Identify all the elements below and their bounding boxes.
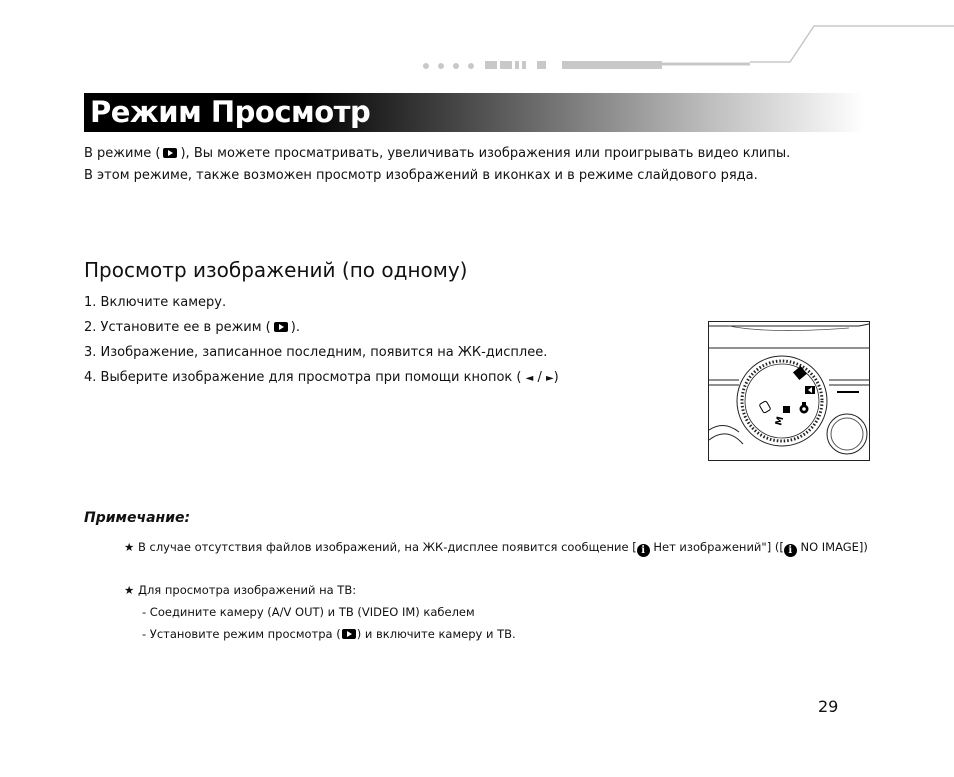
step-2 <box>84 320 300 336</box>
step-text: 4. Выберите изображение для просмотра при помощи кнопок ( <box>84 370 522 385</box>
intro-text: В режиме ( <box>84 146 161 161</box>
note-text: В случае отсутствия файлов изображений, на ЖК-дисплее появится сообщение [ <box>137 540 637 554</box>
intro-line-1 <box>84 146 790 162</box>
deco-block <box>515 61 519 69</box>
note-sub-2 <box>142 627 516 642</box>
left-arrow-icon: ◄ <box>525 373 534 384</box>
deco-dot <box>423 63 429 69</box>
camera-dial-drawing <box>709 322 869 460</box>
step-1: 1. Включите камеру. <box>84 295 227 310</box>
deco-dot <box>453 63 459 69</box>
info-icon: i <box>784 544 797 557</box>
info-icon: i <box>637 544 650 557</box>
dial-mode-label: M <box>774 415 787 427</box>
section-heading: Просмотр изображений (по одному) <box>84 258 468 282</box>
note-heading: Примечание: <box>84 510 191 526</box>
deco-block <box>485 61 497 69</box>
note-item-1 <box>124 540 868 557</box>
step-text: ) <box>553 370 559 385</box>
note-text: Нет изображений"] ([ <box>653 540 784 554</box>
deco-dot <box>438 63 444 69</box>
separator: / <box>537 370 542 385</box>
intro-text: ), Вы можете просматривать, увеличивать изображения или проигрывать видео клипы. <box>180 146 791 161</box>
note-item-2 <box>124 583 356 598</box>
note-text: NO IMAGE]) <box>800 540 868 554</box>
deco-block <box>537 61 546 69</box>
camera-dial-illustration <box>708 321 870 461</box>
playback-icon <box>274 322 288 332</box>
deco-dot <box>468 63 474 69</box>
note-sub-1: - Соедините камеру (A/V OUT) и ТВ (VIDEO IM) кабелем <box>142 605 475 619</box>
star-icon: ★ <box>124 540 135 554</box>
playback-icon <box>163 148 177 158</box>
step-4 <box>84 370 559 387</box>
star-icon: ★ <box>124 583 135 597</box>
intro-line-2: В этом режиме, также возможен просмотр изображений в иконках и в режиме слайдового ряда. <box>84 168 758 183</box>
playback-icon <box>342 629 356 639</box>
step-text: ). <box>290 320 300 335</box>
header-line <box>660 24 954 68</box>
note-text: ) и включите камеру и ТВ. <box>356 627 516 641</box>
note-text: - Установите режим просмотра ( <box>142 627 341 641</box>
note-text: Для просмотра изображений на ТВ: <box>137 583 357 597</box>
deco-block <box>500 61 512 69</box>
page-title: Режим Просмотр <box>90 95 371 129</box>
deco-block <box>522 61 526 69</box>
page-number: 29 <box>818 697 839 716</box>
step-text: 2. Установите ее в режим ( <box>84 320 271 335</box>
deco-bar <box>562 61 662 69</box>
step-3: 3. Изображение, записанное последним, появится на ЖК-дисплее. <box>84 345 548 360</box>
right-arrow-icon: ► <box>545 373 554 384</box>
